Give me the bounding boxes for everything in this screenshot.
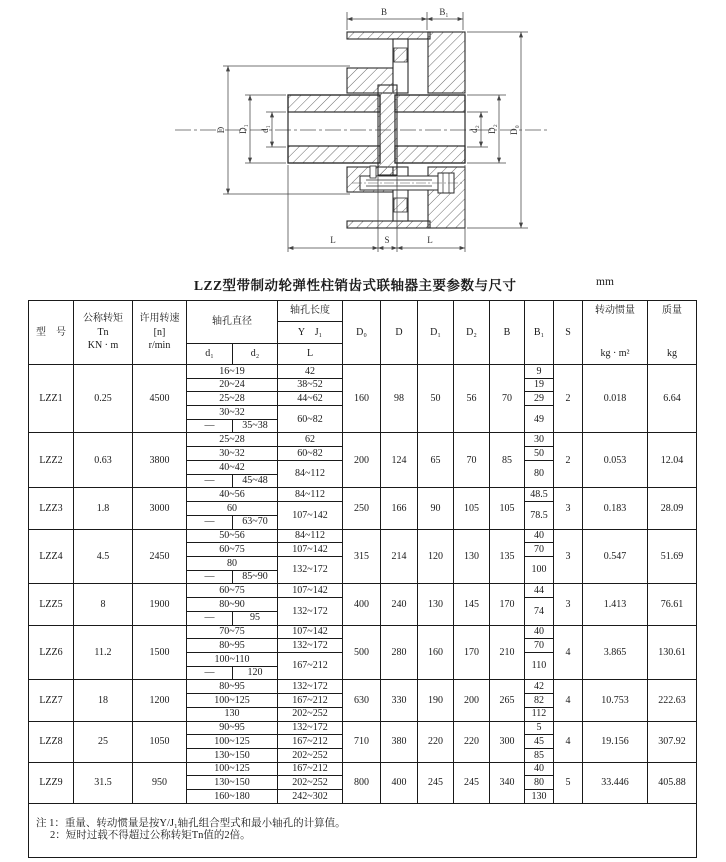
bore-len-cell: 202~252 xyxy=(278,776,343,790)
b1-cell: 80 xyxy=(525,776,554,790)
d2-cell: 56 xyxy=(454,364,490,433)
inertia-cell: 0.053 xyxy=(583,433,648,488)
header-torque-line3: KN · m xyxy=(87,340,119,352)
header-mass xyxy=(648,301,697,365)
model-cell: LZZ3 xyxy=(29,488,74,529)
header-bore-dia: 轴孔直径 xyxy=(187,301,278,344)
bore-dia-d1-cell: — xyxy=(187,570,233,584)
bore-dia-cell: 100~110 xyxy=(187,652,278,666)
b1-cell: 48.5 xyxy=(525,488,554,502)
header-torque-line2: Tn xyxy=(97,326,109,338)
bore-dia-d2-cell: 85~90 xyxy=(233,570,278,584)
dim-label-b1: B₁ xyxy=(439,7,449,17)
bore-len-cell: 107~142 xyxy=(278,584,343,598)
bore-dia-d2-cell: 63~70 xyxy=(233,515,278,529)
bore-dia-d1-cell: — xyxy=(187,515,233,529)
bore-len-cell: 132~172 xyxy=(278,639,343,653)
mass-cell: 51.69 xyxy=(648,529,697,584)
b-cell: 340 xyxy=(490,762,525,803)
table-row xyxy=(29,433,697,447)
bore-dia-cell: 70~75 xyxy=(187,625,278,639)
bore-len-cell: 107~142 xyxy=(278,543,343,557)
bore-dia-cell: 16~19 xyxy=(187,364,278,378)
bore-len-cell: 132~172 xyxy=(278,556,343,583)
d0-cell: 200 xyxy=(343,433,381,488)
mass-cell: 130.61 xyxy=(648,625,697,680)
speed-cell: 1900 xyxy=(133,584,187,625)
d0-cell: 800 xyxy=(343,762,381,803)
speed-cell: 950 xyxy=(133,762,187,803)
mass-cell: 12.04 xyxy=(648,433,697,488)
bore-dia-cell: 80~95 xyxy=(187,639,278,653)
bore-dia-cell: 40~42 xyxy=(187,460,278,474)
d1-cell: 220 xyxy=(418,721,454,762)
left-hub xyxy=(288,95,380,163)
title-row xyxy=(0,274,726,294)
s-cell: 3 xyxy=(554,584,583,625)
table-row xyxy=(29,488,697,502)
header-torque xyxy=(74,301,133,365)
d1-cell: 190 xyxy=(418,680,454,721)
b-cell: 210 xyxy=(490,625,525,680)
bore-dia-cell: 80~95 xyxy=(187,680,278,694)
d2-cell: 245 xyxy=(454,762,490,803)
model-cell: LZZ6 xyxy=(29,625,74,680)
bore-len-cell: 167~212 xyxy=(278,694,343,708)
s-cell: 3 xyxy=(554,488,583,529)
speed-cell: 1200 xyxy=(133,680,187,721)
d2-cell: 130 xyxy=(454,529,490,584)
bore-len-cell: 107~142 xyxy=(278,625,343,639)
s-cell: 4 xyxy=(554,680,583,721)
b1-cell: 130 xyxy=(525,790,554,804)
d0-cell: 315 xyxy=(343,529,381,584)
bore-len-cell: 84~112 xyxy=(278,529,343,543)
bore-dia-cell: 30~32 xyxy=(187,406,278,420)
bore-len-cell: 84~112 xyxy=(278,488,343,502)
inertia-cell: 3.865 xyxy=(583,625,648,680)
inertia-cell: 0.018 xyxy=(583,364,648,433)
b1-cell: 30 xyxy=(525,433,554,447)
note-line-1: 注 1：重量、转动惯量是按Y/J₁轴孔组合型式和最小轴孔的计算值。 xyxy=(36,818,346,830)
inertia-cell: 0.547 xyxy=(583,529,648,584)
bore-dia-cell: 100~125 xyxy=(187,694,278,708)
d1-cell: 245 xyxy=(418,762,454,803)
d2-cell: 145 xyxy=(454,584,490,625)
bore-dia-cell: 100~125 xyxy=(187,735,278,749)
model-cell: LZZ4 xyxy=(29,529,74,584)
d1-cell: 160 xyxy=(418,625,454,680)
torque-cell: 4.5 xyxy=(74,529,133,584)
torque-cell: 0.63 xyxy=(74,433,133,488)
dim-label-d2: d₂ xyxy=(469,125,479,133)
header-b1: B₁ xyxy=(525,301,554,365)
flange-disc xyxy=(378,85,397,175)
bore-len-cell: 167~212 xyxy=(278,735,343,749)
b-cell: 265 xyxy=(490,680,525,721)
b1-cell: 82 xyxy=(525,694,554,708)
b1-cell: 70 xyxy=(525,639,554,653)
header-l: L xyxy=(278,343,343,364)
table-footer xyxy=(29,803,697,857)
bore-dia-cell: 20~24 xyxy=(187,378,278,392)
b1-cell: 85 xyxy=(525,749,554,763)
speed-cell: 2450 xyxy=(133,529,187,584)
b1-cell: 78.5 xyxy=(525,502,554,529)
table-header xyxy=(29,301,697,365)
table-row xyxy=(29,680,697,694)
mass-cell: 28.09 xyxy=(648,488,697,529)
inertia-cell: 10.753 xyxy=(583,680,648,721)
s-cell: 2 xyxy=(554,433,583,488)
note-line-2: 2：短时过载不得超过公称转矩Tn值的2倍。 xyxy=(50,830,251,842)
d0-cell: 250 xyxy=(343,488,381,529)
d0-cell: 160 xyxy=(343,364,381,433)
bore-dia-d2-cell: 120 xyxy=(233,666,278,680)
header-speed-line2: [n] xyxy=(153,326,166,338)
b-cell: 85 xyxy=(490,433,525,488)
dim-label-d1: d₁ xyxy=(260,125,270,133)
d-cell: 98 xyxy=(381,364,418,433)
bore-len-cell: 44~62 xyxy=(278,392,343,406)
bore-dia-cell: 60 xyxy=(187,502,278,516)
mass-cell: 222.63 xyxy=(648,680,697,721)
b1-cell: 80 xyxy=(525,460,554,487)
d-cell: 124 xyxy=(381,433,418,488)
speed-cell: 3000 xyxy=(133,488,187,529)
b1-cell: 70 xyxy=(525,543,554,557)
b1-cell: 49 xyxy=(525,406,554,433)
speed-cell: 3800 xyxy=(133,433,187,488)
bore-len-cell: 167~212 xyxy=(278,652,343,679)
b1-cell: 44 xyxy=(525,584,554,598)
b-cell: 170 xyxy=(490,584,525,625)
bore-len-cell: 107~142 xyxy=(278,502,343,529)
speed-cell: 4500 xyxy=(133,364,187,433)
inertia-cell: 33.446 xyxy=(583,762,648,803)
bore-dia-cell: 40~56 xyxy=(187,488,278,502)
bore-dia-cell: 130 xyxy=(187,707,278,721)
bore-dia-cell: 90~95 xyxy=(187,721,278,735)
d1-cell: 130 xyxy=(418,584,454,625)
b-cell: 105 xyxy=(490,488,525,529)
d0-cell: 630 xyxy=(343,680,381,721)
bore-dia-d1-cell: — xyxy=(187,419,233,433)
bore-dia-d1-cell: — xyxy=(187,611,233,625)
bore-len-cell: 60~82 xyxy=(278,406,343,433)
mass-cell: 307.92 xyxy=(648,721,697,762)
bore-len-cell: 167~212 xyxy=(278,762,343,776)
header-inertia-line1: 转动惯量 xyxy=(595,305,635,317)
header-d1: d₁ xyxy=(187,343,233,364)
model-cell: LZZ5 xyxy=(29,584,74,625)
bore-len-cell: 132~172 xyxy=(278,721,343,735)
bore-dia-d2-cell: 95 xyxy=(233,611,278,625)
mass-cell: 405.88 xyxy=(648,762,697,803)
b1-cell: 110 xyxy=(525,652,554,679)
dim-label-d-cap: D xyxy=(216,126,226,134)
header-d1-cap: D₁ xyxy=(418,301,454,365)
d2-cell: 170 xyxy=(454,625,490,680)
speed-cell: 1050 xyxy=(133,721,187,762)
b1-cell: 29 xyxy=(525,392,554,406)
dim-label-s: S xyxy=(384,235,390,245)
header-d2: d₂ xyxy=(233,343,278,364)
page-title: LZZ型带制动轮弹性柱销齿式联轴器主要参数与尺寸 xyxy=(194,278,517,293)
bore-dia-d2-cell: 45~48 xyxy=(233,474,278,488)
b1-cell: 42 xyxy=(525,680,554,694)
d2-cell: 105 xyxy=(454,488,490,529)
speed-cell: 1500 xyxy=(133,625,187,680)
header-speed-line1: 许用转速 xyxy=(139,313,180,325)
header-speed xyxy=(133,301,187,365)
bore-dia-cell: 130~150 xyxy=(187,749,278,763)
torque-cell: 8 xyxy=(74,584,133,625)
s-cell: 3 xyxy=(554,529,583,584)
bore-len-cell: 38~52 xyxy=(278,378,343,392)
bore-dia-d1-cell: — xyxy=(187,474,233,488)
table-row xyxy=(29,625,697,639)
d2-cell: 220 xyxy=(454,721,490,762)
d-cell: 166 xyxy=(381,488,418,529)
b1-cell: 74 xyxy=(525,598,554,625)
bore-len-cell: 60~82 xyxy=(278,447,343,461)
bore-len-cell: 42 xyxy=(278,364,343,378)
bore-dia-cell: 130~150 xyxy=(187,776,278,790)
bore-dia-cell: 30~32 xyxy=(187,447,278,461)
bore-len-cell: 242~302 xyxy=(278,790,343,804)
bore-dia-cell: 25~28 xyxy=(187,433,278,447)
bore-dia-d1-cell: — xyxy=(187,666,233,680)
d0-cell: 400 xyxy=(343,584,381,625)
d1-cell: 90 xyxy=(418,488,454,529)
table-row xyxy=(29,721,697,735)
inertia-cell: 0.183 xyxy=(583,488,648,529)
table-row xyxy=(29,364,697,378)
bore-len-cell: 62 xyxy=(278,433,343,447)
d-cell: 280 xyxy=(381,625,418,680)
header-inertia-line2: kg · m² xyxy=(600,347,630,359)
table-row xyxy=(29,584,697,598)
bore-dia-cell: 100~125 xyxy=(187,762,278,776)
b1-cell: 45 xyxy=(525,735,554,749)
torque-cell: 31.5 xyxy=(74,762,133,803)
d0-cell: 500 xyxy=(343,625,381,680)
s-cell: 4 xyxy=(554,721,583,762)
bore-dia-cell: 60~75 xyxy=(187,543,278,557)
torque-cell: 25 xyxy=(74,721,133,762)
inertia-cell: 19.156 xyxy=(583,721,648,762)
right-hub xyxy=(395,95,465,163)
d1-cell: 50 xyxy=(418,364,454,433)
bore-dia-d2-cell: 35~38 xyxy=(233,419,278,433)
header-speed-line3: r/min xyxy=(148,340,171,352)
header-yj: Y J₁ xyxy=(278,322,343,343)
d-cell: 380 xyxy=(381,721,418,762)
bore-dia-cell: 160~180 xyxy=(187,790,278,804)
header-model: 型 号 xyxy=(29,301,74,365)
d-cell: 214 xyxy=(381,529,418,584)
model-cell: LZZ9 xyxy=(29,762,74,803)
model-cell: LZZ7 xyxy=(29,680,74,721)
d-cell: 400 xyxy=(381,762,418,803)
b-cell: 300 xyxy=(490,721,525,762)
unit-label: mm xyxy=(596,276,614,288)
header-d0: D₀ xyxy=(343,301,381,365)
torque-cell: 11.2 xyxy=(74,625,133,680)
torque-cell: 0.25 xyxy=(74,364,133,433)
d2-cell: 70 xyxy=(454,433,490,488)
bore-dia-cell: 80~90 xyxy=(187,598,278,612)
bore-len-cell: 132~172 xyxy=(278,680,343,694)
b1-cell: 9 xyxy=(525,364,554,378)
d1-cell: 120 xyxy=(418,529,454,584)
mass-cell: 76.61 xyxy=(648,584,697,625)
s-cell: 2 xyxy=(554,364,583,433)
bore-len-cell: 202~252 xyxy=(278,749,343,763)
header-torque-line1: 公称转矩 xyxy=(83,313,123,325)
header-b: B xyxy=(490,301,525,365)
model-cell: LZZ8 xyxy=(29,721,74,762)
s-cell: 4 xyxy=(554,625,583,680)
torque-cell: 18 xyxy=(74,680,133,721)
table-row xyxy=(29,529,697,543)
dim-label-l-right: L xyxy=(427,235,433,245)
model-cell: LZZ2 xyxy=(29,433,74,488)
mass-cell: 6.64 xyxy=(648,364,697,433)
inertia-cell: 1.413 xyxy=(583,584,648,625)
coupling-drawing xyxy=(0,0,726,268)
dim-label-l-left: L xyxy=(330,235,336,245)
bore-len-cell: 132~172 xyxy=(278,598,343,625)
b1-cell: 40 xyxy=(525,762,554,776)
bore-len-cell: 84~112 xyxy=(278,460,343,487)
b1-cell: 19 xyxy=(525,378,554,392)
b1-cell: 112 xyxy=(525,707,554,721)
table-row xyxy=(29,762,697,776)
b1-cell: 40 xyxy=(525,529,554,543)
s-cell: 5 xyxy=(554,762,583,803)
bore-dia-cell: 50~56 xyxy=(187,529,278,543)
dim-label-d0-cap: D₀ xyxy=(509,125,519,135)
spec-table xyxy=(28,300,697,858)
b1-cell: 100 xyxy=(525,556,554,583)
header-mass-line2: kg xyxy=(667,347,677,359)
d-cell: 240 xyxy=(381,584,418,625)
d1-cell: 65 xyxy=(418,433,454,488)
b1-cell: 50 xyxy=(525,447,554,461)
d-cell: 330 xyxy=(381,680,418,721)
b-cell: 70 xyxy=(490,364,525,433)
header-inertia xyxy=(583,301,648,365)
header-d2-cap: D₂ xyxy=(454,301,490,365)
dim-label-d2-cap: D₂ xyxy=(487,124,497,134)
bore-dia-cell: 60~75 xyxy=(187,584,278,598)
bore-dia-cell: 80 xyxy=(187,556,278,570)
b1-cell: 5 xyxy=(525,721,554,735)
notes-cell xyxy=(29,803,697,857)
dim-label-b: B xyxy=(380,7,388,17)
header-s: S xyxy=(554,301,583,365)
table-body xyxy=(29,364,697,803)
d0-cell: 710 xyxy=(343,721,381,762)
d2-cell: 200 xyxy=(454,680,490,721)
torque-cell: 1.8 xyxy=(74,488,133,529)
bore-dia-cell: 25~28 xyxy=(187,392,278,406)
b1-cell: 40 xyxy=(525,625,554,639)
header-bore-len: 轴孔长度 xyxy=(278,301,343,322)
header-mass-line1: 质量 xyxy=(662,305,682,317)
header-d-cap: D xyxy=(381,301,418,365)
bore-len-cell: 202~252 xyxy=(278,707,343,721)
model-cell: LZZ1 xyxy=(29,364,74,433)
dim-label-d1-cap: D₁ xyxy=(238,124,248,134)
b-cell: 135 xyxy=(490,529,525,584)
